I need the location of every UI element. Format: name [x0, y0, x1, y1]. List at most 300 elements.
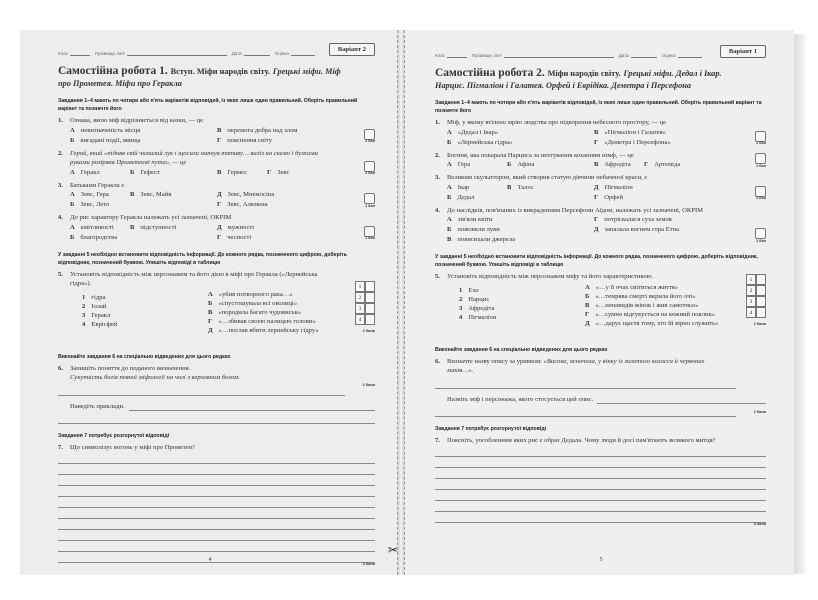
option-letter: Г [217, 233, 222, 241]
grid-answer-cell[interactable] [756, 274, 766, 285]
item-text: «породила багато чудовиськ» [218, 308, 302, 316]
question-text [435, 272, 766, 282]
field-label: Дата [618, 53, 629, 58]
answer-line[interactable] [58, 541, 375, 552]
option-letter: А [70, 223, 75, 231]
field-input-line[interactable] [127, 50, 227, 56]
option-letter: Б [70, 136, 75, 144]
options [435, 160, 766, 170]
question-number: 1. [58, 117, 63, 124]
answer-option[interactable] [594, 128, 666, 138]
question-text [58, 181, 375, 191]
points-label: 1 бал [364, 171, 375, 175]
answer-option[interactable] [507, 183, 534, 193]
answer-grid-row [746, 307, 766, 318]
instructions-6: Виконайте завдання 6 на спеціально відведених для цього рядках [58, 353, 231, 360]
grid-answer-cell[interactable] [756, 296, 766, 307]
answer-option[interactable] [594, 225, 679, 235]
option-text: Афіна [517, 161, 535, 168]
grid-answer-cell[interactable] [365, 292, 375, 303]
option-text: чесності [227, 233, 252, 241]
answer-option[interactable] [70, 200, 109, 210]
option-letter: А [70, 126, 75, 134]
answer-grid [355, 281, 375, 325]
answer-line[interactable] [435, 512, 766, 523]
answer-option[interactable] [447, 183, 469, 193]
grid-number: 4 [355, 314, 365, 325]
field-input-line[interactable] [291, 50, 315, 56]
field-label: Прізвище, ім'я [472, 53, 502, 58]
field-input-line[interactable] [244, 50, 270, 56]
option-letter: Б [507, 161, 512, 168]
question-text [58, 364, 375, 374]
grid-answer-cell[interactable] [756, 285, 766, 296]
examples-row [58, 402, 375, 412]
field-input-line[interactable] [678, 52, 702, 58]
item-number: 3 [459, 304, 463, 312]
option-letter: Г [644, 161, 649, 168]
item-number: 2 [82, 302, 86, 310]
option-letter: Д [594, 226, 599, 233]
question-text [58, 213, 375, 223]
quote: «Висока, ясночола, у вінку із золотого колосся й червоних маків…». [447, 357, 705, 374]
option-text: Гера [457, 161, 471, 168]
option-text: Зевс, Алкмена [227, 201, 268, 208]
variant-label: Варіант 1 [720, 45, 766, 58]
item-letter: Г [585, 310, 590, 318]
question-number: 6. [435, 357, 440, 365]
item-text: Іолай [91, 302, 107, 310]
option-row [447, 193, 766, 203]
answer-option[interactable] [217, 168, 247, 178]
option-letter: А [447, 216, 452, 223]
item-letter: А [585, 283, 590, 291]
answer-line[interactable] [58, 464, 375, 475]
definition: Сукупність богів певної міфології на чолі з верховним богом. [70, 374, 240, 381]
answer-option[interactable] [70, 126, 140, 136]
option-text: потріскалася суха земля [604, 216, 672, 223]
option-letter: В [594, 128, 599, 136]
item-text: «…послав вбити лернейську гідру» [218, 326, 319, 334]
question-body: Запишіть поняття до поданого визначення. [70, 364, 191, 372]
item-text: Пігмаліон [468, 313, 497, 321]
question-5 [435, 272, 766, 338]
item-letter: В [585, 301, 590, 309]
instructions-5: У завданні 5 необхідно встановити відповідність інформації. До кожного рядка, позначеного цифрою, доберіть відповідник, позначений буквою. Упишіть відповіді в таблицю [435, 254, 758, 268]
option-letter: Б [130, 168, 135, 176]
answer-option[interactable] [130, 190, 171, 200]
question-number: 5. [58, 270, 63, 278]
question-1 [58, 116, 375, 146]
option-letter: Г [594, 193, 599, 201]
field-date_label [232, 50, 270, 56]
option-row [70, 200, 375, 210]
item-text: «…сумно відгукується на кожний поклик» [595, 310, 716, 318]
points-label: 1 бал [364, 203, 375, 208]
field-input-line[interactable] [70, 50, 90, 56]
field-input-line[interactable] [504, 52, 614, 58]
points-label: 2 бали [753, 409, 766, 414]
field-class_label [435, 52, 467, 58]
grid-number: 1 [746, 274, 756, 285]
option-text: «Пігмаліон і Галатея» [604, 128, 666, 136]
option-row [70, 223, 375, 233]
field-grade_label [275, 50, 315, 56]
answer-option[interactable] [217, 200, 268, 210]
option-text: кмітливості [80, 223, 114, 231]
answer-option[interactable] [267, 168, 289, 178]
option-row [70, 233, 375, 243]
points-label: 2 бали [362, 382, 375, 387]
option-letter: Г [594, 138, 599, 146]
title-main: Самостійна робота 1. [58, 65, 168, 77]
header-fields [58, 42, 375, 56]
item-text: «…збивав своєю палицею голови» [218, 317, 316, 325]
question-number: 1. [435, 119, 440, 126]
item-number: 2 [459, 295, 463, 303]
option-text: Артеміда [654, 161, 681, 168]
item-text: Еврісфей [91, 320, 118, 328]
option-row [70, 168, 375, 178]
item-letter: А [208, 290, 213, 298]
question-text [435, 173, 766, 183]
option-letter: Д [217, 191, 222, 198]
option-letter: А [70, 191, 75, 198]
points-label: 2 бали [362, 328, 375, 333]
points-label: 4 бали [753, 522, 766, 526]
item-letter: Б [208, 299, 213, 307]
answer-grid [746, 274, 766, 318]
answer-option[interactable] [447, 128, 498, 138]
option-letter: В [507, 183, 512, 191]
answer-option[interactable] [130, 168, 160, 178]
variant-label: Варіант 2 [329, 43, 375, 56]
grid-answer-cell[interactable] [365, 314, 375, 325]
field-input-line[interactable] [447, 52, 467, 58]
answer-line[interactable] [58, 497, 375, 508]
title-topic: Міфи народів світу. [547, 69, 621, 78]
field-grade_label [662, 52, 702, 58]
answer-option[interactable] [70, 190, 109, 200]
option-text: невизначеність місця [80, 126, 141, 134]
answer-line[interactable] [58, 453, 375, 464]
option-text: підступності [140, 223, 177, 231]
item-text: «…дарує щастя тому, хто їй вірно служить» [595, 319, 719, 327]
answer-option[interactable] [217, 136, 272, 146]
option-text: Зевс, Гера [80, 191, 109, 198]
field-name_label [472, 52, 614, 58]
option-letter: А [447, 183, 452, 191]
title-line2: про Прометея. Міфи про Геракла [58, 79, 182, 88]
answer-line[interactable] [435, 376, 736, 389]
match-right-item [585, 310, 715, 319]
question-4 [435, 206, 766, 246]
question-body: Ознака, якою міф відрізняється від казки, — це [70, 117, 204, 124]
item-text: «…темрява смерті вкрила його очі» [595, 292, 696, 300]
question-number: 6. [58, 364, 63, 372]
item-letter: Д [208, 326, 213, 334]
question-body: До рис характеру Геракла належать усі зазначені, ОКРІМ [70, 214, 232, 221]
option-letter: Б [447, 193, 452, 201]
option-text: повисихали джерела [457, 236, 516, 243]
answer-option[interactable] [594, 138, 671, 148]
options [58, 190, 375, 210]
answer-line[interactable] [435, 457, 766, 468]
answer-option[interactable] [447, 225, 500, 235]
option-letter: В [447, 236, 452, 243]
answer-option[interactable] [217, 233, 251, 243]
answer-line[interactable] [435, 468, 766, 479]
option-text: Геракл [80, 168, 100, 176]
question-body: Міф, у якому втілено мрію людства про підкорення небесного простору, — це [447, 119, 667, 126]
item-number: 1 [459, 286, 463, 294]
option-text: Зевс, Майя [140, 191, 172, 198]
option-letter: Г [594, 216, 599, 223]
points-label: 1 бал [755, 141, 766, 145]
match-left-item [82, 311, 110, 320]
grid-number: 1 [355, 281, 365, 292]
title-italic: Грецькі міфи. Міф [272, 67, 341, 76]
answer-option[interactable] [217, 126, 297, 136]
page-number: 5 [599, 557, 603, 563]
option-letter: Б [447, 138, 452, 146]
match-left-item [82, 320, 117, 329]
answer-line[interactable] [435, 446, 766, 457]
examples-label: Назвіть міф і персонажа, якого стосується цей опис. [447, 395, 594, 403]
answer-line[interactable] [58, 383, 345, 396]
options [435, 183, 766, 203]
question-body: До наслідків, пов'язаних із викраденням Персефони Аїдом, належать усі зазначені, ОКРІМ [447, 206, 704, 214]
answer-option[interactable] [217, 223, 254, 233]
options [435, 215, 766, 245]
left-page [20, 30, 398, 575]
grid-number: 3 [746, 296, 756, 307]
answer-grid-row [746, 274, 766, 285]
answer-line[interactable] [58, 486, 375, 497]
answer-line[interactable] [58, 475, 375, 486]
question-text [435, 436, 766, 446]
option-text: мужності [227, 223, 255, 231]
answer-grid-row [355, 303, 375, 314]
match-right-item [585, 319, 718, 328]
answer-option[interactable] [447, 160, 470, 170]
option-row [70, 136, 375, 146]
answer-line[interactable] [58, 508, 375, 519]
answer-line[interactable] [435, 479, 766, 490]
option-row [447, 183, 766, 193]
options [435, 128, 766, 148]
examples-label: Наведіть приклади. [70, 402, 125, 410]
match-left-item [82, 293, 105, 302]
answer-option[interactable] [447, 215, 493, 225]
points-label: 1 бал [755, 196, 766, 200]
answer-option[interactable] [70, 233, 117, 243]
instructions-1-4: Завдання 1–4 мають по чотири або п'ять варіантів відповідей, із яких лише один правильний. Оберіть правильний варіант та позначте його [58, 98, 358, 112]
option-row [447, 215, 766, 225]
option-letter: В [130, 191, 135, 198]
option-letter: Г [217, 136, 222, 144]
question-text [435, 118, 766, 128]
field-name_label [95, 50, 227, 56]
option-letter: Г [267, 168, 272, 176]
question-text [58, 443, 375, 453]
match-left-item [82, 302, 106, 311]
title-line2: Нарцис. Пігмаліон і Галатея. Орфей і Еврідіка. Деметра і Персефона [435, 81, 692, 90]
answer-grid-row [746, 285, 766, 296]
option-letter: А [447, 161, 452, 168]
points-label: 1 бал [364, 236, 375, 240]
answer-grid-row [355, 314, 375, 325]
match-right-item [208, 317, 316, 326]
item-text: «спустошувала всі околиці» [218, 299, 298, 307]
grid-number: 3 [355, 303, 365, 314]
match-right-item [208, 299, 297, 308]
options [58, 168, 375, 178]
answer-grid-row [355, 292, 375, 303]
grid-number: 4 [746, 307, 756, 318]
question-6 [58, 364, 375, 425]
option-text: «Дедал і Ікар» [457, 128, 499, 136]
points-label: 1 бал [755, 238, 766, 243]
field-label: Прізвище, ім'я [95, 51, 125, 56]
options [58, 223, 375, 243]
match-right-item [208, 290, 293, 299]
question-body: Установіть відповідність між персонажем та його дією в міфі про Геракла («Лернейська гідра»). [70, 270, 318, 287]
match-right-item [208, 326, 319, 335]
question-body: Великим скульптором, який створив статую дівчини небаченої краси, є [447, 174, 648, 181]
option-text: Гермес [227, 168, 248, 176]
option-text: «Деметра і Персефона» [604, 138, 671, 146]
option-row [70, 190, 375, 200]
option-text: Зевс, Лето [80, 201, 110, 208]
worksheet-title [58, 65, 375, 78]
option-letter: Г [217, 201, 222, 208]
option-letter: В [217, 168, 222, 176]
field-label: Оцінка [274, 51, 289, 56]
answer-option[interactable] [70, 136, 141, 146]
item-letter: Б [585, 292, 590, 300]
answer-option[interactable] [594, 193, 623, 203]
option-letter: Д [594, 183, 599, 191]
question-6 [435, 357, 766, 418]
question-body: Визначте назву опису за уривком: [447, 357, 542, 365]
item-letter: В [208, 308, 213, 316]
question-number: 2. [58, 149, 63, 157]
answer-line[interactable] [58, 519, 375, 530]
answer-option[interactable] [594, 160, 631, 170]
instructions-6: Виконайте завдання 6 на спеціально відведених для цього рядках [435, 346, 608, 353]
answer-option[interactable] [217, 190, 274, 200]
answer-option[interactable] [447, 138, 512, 148]
right-page [404, 30, 794, 575]
options [58, 126, 375, 146]
grid-answer-cell[interactable] [756, 307, 766, 318]
page-edges [794, 34, 806, 574]
question-text [435, 206, 766, 216]
title-italic: Грецькі міфи. Дедал і Ікар. [623, 69, 722, 78]
answer-line[interactable] [435, 490, 766, 501]
option-text: вигадані події, явища [80, 136, 141, 144]
answer-option[interactable] [130, 223, 176, 233]
option-row [447, 128, 766, 138]
instructions-7: Завдання 7 потребує розгорнутої відповіді [435, 426, 547, 432]
question-number: 7. [435, 437, 440, 444]
field-label: Клас [58, 51, 68, 56]
page-number: 4 [208, 557, 212, 563]
question-number: 7. [58, 444, 63, 451]
option-row [447, 138, 766, 148]
worksheet-title [435, 67, 766, 80]
answer-line[interactable] [597, 396, 766, 404]
option-text: перемога добра над злом [227, 126, 298, 134]
option-text: Орфей [604, 193, 623, 201]
option-text: Зевс, Мнемосіна [227, 191, 275, 198]
question-4 [58, 213, 375, 243]
option-letter: В [130, 223, 135, 231]
answer-line[interactable] [58, 530, 375, 541]
grid-answer-cell[interactable] [365, 303, 375, 314]
item-number: 4 [82, 320, 86, 328]
grid-answer-cell[interactable] [365, 281, 375, 292]
question-body: Герой, який «підняв свій чималий лук і щосили напнув тятиву… вилiз на скелю і дужими руками розірвав Прометеєві пута», — це [70, 149, 318, 166]
answer-option[interactable] [447, 235, 515, 245]
question-text [58, 270, 375, 289]
question-body: Поясніть, уособленням яких рис є образ Дедала. Чому люди й досі пам'ятають великого митця? [447, 437, 716, 444]
option-text: Гефест [140, 168, 160, 176]
answer-option[interactable] [594, 215, 672, 225]
answer-option[interactable] [70, 168, 100, 178]
answer-line[interactable] [435, 404, 736, 417]
field-class_label [58, 50, 90, 56]
option-letter: Д [217, 223, 222, 231]
item-number: 4 [459, 313, 463, 321]
answer-line[interactable] [129, 403, 375, 411]
field-label: Клас [435, 53, 445, 58]
answer-option[interactable] [507, 160, 534, 170]
match-left-item [459, 286, 479, 295]
option-row [70, 126, 375, 136]
option-text: запалала вогнем гора Етна [604, 226, 680, 233]
option-text: Пігмаліон [604, 183, 633, 191]
match-right-item [585, 292, 696, 301]
field-input-line[interactable] [631, 52, 657, 58]
match-left-item [459, 295, 489, 304]
option-row [447, 225, 766, 235]
answer-option[interactable] [644, 160, 680, 170]
question-2 [58, 149, 375, 178]
question-3 [58, 181, 375, 211]
item-letter: Д [585, 319, 590, 327]
grid-number: 2 [355, 292, 365, 303]
answer-line[interactable] [58, 552, 375, 563]
question-5 [58, 270, 375, 345]
points-label: 4 бали [362, 562, 375, 566]
item-text: гідра [91, 293, 106, 301]
answer-line[interactable] [435, 501, 766, 512]
answer-option[interactable] [70, 223, 114, 233]
instructions-5: У завданні 5 необхідно встановити відповідність інформації. До кожного рядка, позначеного цифрою, доберіть відповідник, позначений буквою. Упишіть відповіді в таблицю [58, 251, 347, 266]
item-text: Афродіта [468, 304, 495, 312]
answer-option[interactable] [594, 183, 633, 193]
answer-option[interactable] [447, 193, 474, 203]
option-text: зів'яли квіти [457, 216, 493, 223]
question-body: Богиня, яка покарала Нарциса за нехтування коханням німф, — це [447, 151, 634, 159]
option-letter: А [447, 128, 452, 136]
question-text [58, 149, 375, 168]
answer-line[interactable] [58, 411, 375, 424]
points-label: 2 бали [753, 321, 766, 326]
option-text: «Лернейська гідра» [457, 138, 513, 146]
